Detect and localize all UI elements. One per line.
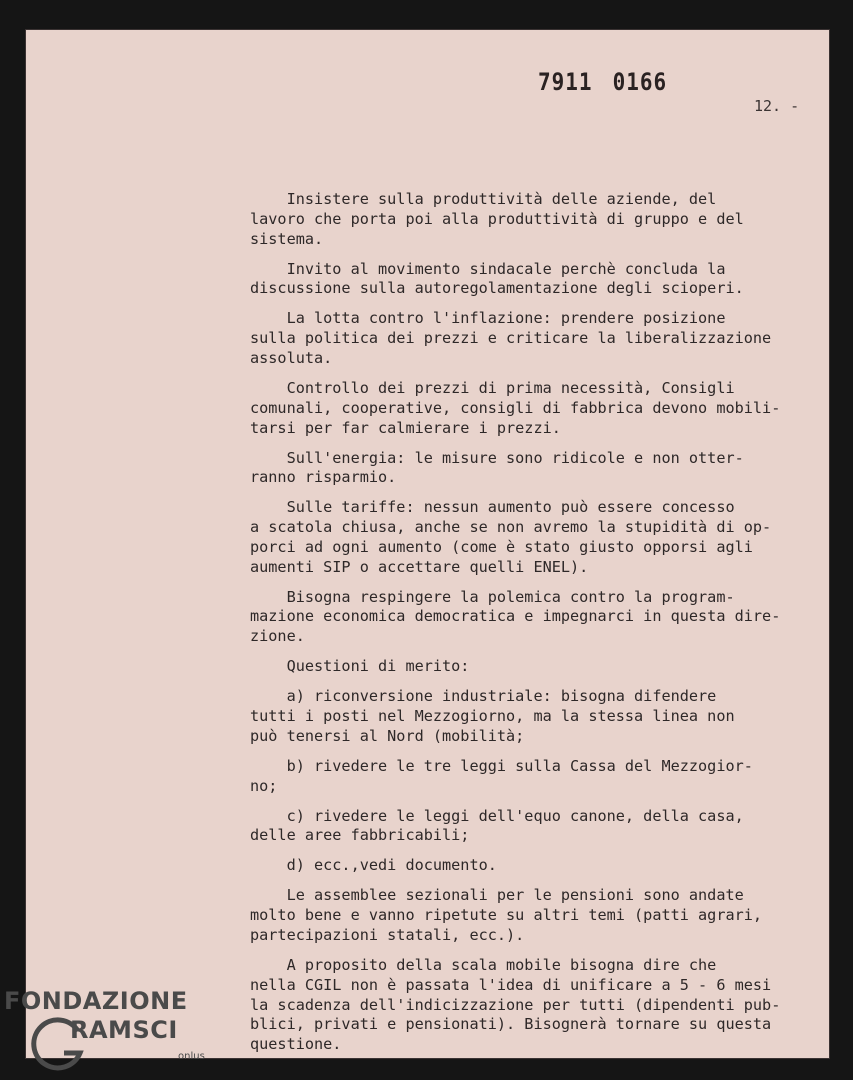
- text-line: delle aree fabbricabili;: [250, 826, 470, 845]
- text-line: partecipazioni statali, ecc.).: [250, 925, 525, 944]
- text-line: la scadenza dell'indicizzazione per tutti (dipendenti pub-: [250, 995, 781, 1014]
- text-line: a) riconversione industriale: bisogna difendere: [250, 687, 717, 706]
- paragraph: [250, 807, 820, 847]
- paragraph: [250, 856, 820, 876]
- text-line: Bisogna respingere la polemica contro la program-: [250, 587, 735, 606]
- document-page: [26, 30, 829, 1058]
- text-line: Invito al movimento sindacale perchè concluda la: [250, 259, 726, 278]
- text-line: Insistere sulla produttività delle aziende, del: [250, 190, 717, 208]
- text-line: a scatola chiusa, anche se non avremo la stupidità di op-: [250, 518, 772, 537]
- body-text: [250, 190, 820, 1065]
- text-line: può tenersi al Nord (mobilità;: [250, 726, 525, 745]
- watermark-line1: FONDAZIONE: [4, 987, 188, 1015]
- text-line: A proposito della scala mobile bisogna dire che: [250, 955, 717, 974]
- text-line: d) ecc.,vedi documento.: [250, 856, 497, 875]
- paragraph: [250, 309, 820, 368]
- text-line: no;: [250, 776, 278, 795]
- text-line: b) rivedere le tre leggi sulla Cassa del Mezzogior-: [250, 756, 753, 775]
- watermark-line2: RAMSCI: [70, 1016, 178, 1044]
- paragraph: [250, 687, 820, 746]
- text-line: sistema.: [250, 229, 324, 248]
- text-line: assoluta.: [250, 348, 333, 367]
- text-line: ranno risparmio.: [250, 468, 397, 487]
- text-line: tutti i posti nel Mezzogiorno, ma la stessa linea non: [250, 707, 735, 726]
- archive-code-b: 0166: [612, 68, 668, 96]
- text-line: Questioni di merito:: [250, 657, 470, 676]
- text-line: nella CGIL non è passata l'idea di unificare a 5 - 6 mesi: [250, 975, 772, 994]
- paragraph: [250, 260, 820, 300]
- paragraph: [250, 449, 820, 489]
- fondazione-gramsci-watermark: [0, 985, 230, 1075]
- paragraph: [250, 379, 820, 438]
- paragraph: [250, 190, 820, 249]
- watermark-suffix: onlus: [178, 1051, 205, 1062]
- text-line: comunali, cooperative, consigli di fabbrica devono mobili-: [250, 398, 781, 417]
- text-line: zione.: [250, 627, 305, 646]
- text-line: tarsi per far calmierare i prezzi.: [250, 418, 561, 437]
- text-line: lavoro che porta poi alla produttività di gruppo e del: [250, 209, 744, 228]
- text-line: molto bene e vanno ripetute su altri temi (patti agrari,: [250, 906, 763, 925]
- text-line: discussione sulla autoregolamentazione degli scioperi.: [250, 279, 744, 298]
- text-line: porci ad ogni aumento (come è stato giusto opporsi agli: [250, 537, 753, 556]
- text-line: mazione economica democratica e impegnarci in questa dire-: [250, 607, 781, 626]
- paragraph: [250, 956, 820, 1055]
- text-line: questione.: [250, 1035, 342, 1054]
- text-line: sulla politica dei prezzi e criticare la liberalizzazione: [250, 329, 772, 348]
- text-line: aumenti SIP o accettare quelli ENEL).: [250, 557, 589, 576]
- text-line: blici, privati e pensionati). Bisognerà tornare su questa: [250, 1015, 772, 1034]
- paragraph: [250, 498, 820, 577]
- paragraph: [250, 757, 820, 797]
- paragraph: [250, 588, 820, 647]
- archive-stamp: [538, 68, 667, 96]
- text-line: Controllo dei prezzi di prima necessità, Consigli: [250, 378, 735, 397]
- page-number: 12. -: [754, 97, 800, 115]
- archive-code-a: 7911: [538, 68, 593, 96]
- text-line: La lotta contro l'inflazione: prendere posizione: [250, 309, 726, 328]
- paragraph: [250, 886, 820, 945]
- text-line: Sull'energia: le misure sono ridicole e non otter-: [250, 448, 744, 467]
- paragraph: [250, 657, 820, 677]
- text-line: c) rivedere le leggi dell'equo canone, della casa,: [250, 806, 744, 825]
- text-line: Le assemblee sezionali per le pensioni sono andate: [250, 886, 744, 905]
- text-line: Sulle tariffe: nessun aumento può essere concesso: [250, 498, 735, 517]
